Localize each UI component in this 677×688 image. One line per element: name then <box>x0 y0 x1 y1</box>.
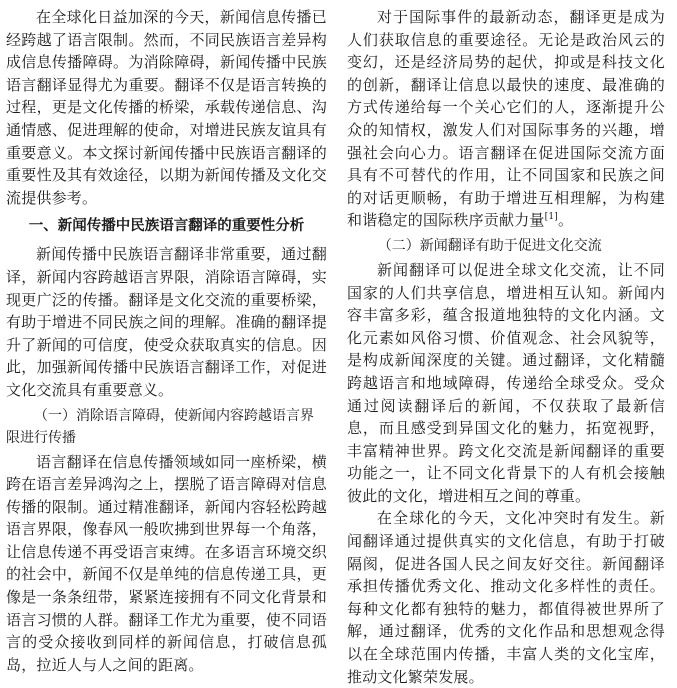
subsection-1-paragraph: 语言翻译在信息传播领域如同一座桥梁，横跨在语言差异鸿沟之上，摆脱了语言障碍对信息传播的限制。通过精准翻译，新闻内容轻松跨越语言界限，像春风一般吹拂到世界每一个角落，让信息传递不再受语言束缚。在多语言环境交织的社会中，新闻不仅是单纯的信息传递工具，更像是一条条纽带，紧紧连接拥有不同文化背景和语言习惯的人群。翻译工作尤为重要，使不同语言的受众接收到同样的新闻信息，打破信息孤岛，拉近人与人之间的距离。 <box>6 452 327 674</box>
continued-text-end: 。 <box>557 211 574 230</box>
subsection-heading-1: （一）消除语言障碍，使新闻内容跨越语言界限进行传播 <box>6 407 314 446</box>
right-column <box>347 6 665 688</box>
subsection-2-paragraph-1: 新闻翻译可以促进全球文化交流，让不同国家的人们共享信息，增进相互认知。新闻内容丰富多彩，蕴含报道地独特的文化内涵。文化元素如风俗习惯、价值观念、社会风貌等，是构成新闻深度的关键。通过翻译，文化精髓跨越语言和地域障碍，传递给全球受众。受众通过阅读翻译后的新闻，不仅获取了最新信息，而且感受到异国文化的魅力，拓宽视野，丰富精神世界。跨文化交流是新闻翻译的重要功能之一，让不同文化背景下的人有机会接触彼此的文化，增进相互之间的尊重。 <box>347 260 665 505</box>
subsection-2-paragraph-2: 在全球化的今天，文化冲突时有发生。新闻翻译通过提供真实的文化信息，有助于打破隔阂，促进各国人民之间友好交往。新闻翻译承担传播优秀文化、推动文化多样性的责任。每种文化都有独特的魅力，都值得被世界所了解，通过翻译，优秀的文化作品和思想观念得以在全球范围内传播，丰富人类的文化宝库，推动文化繁荣发展。 <box>347 509 665 686</box>
section-1-paragraph: 新闻传播中民族语言翻译非常重要，通过翻译，新闻内容跨越语言界限，消除语言障碍，实现更广泛的传播。翻译是文化交流的重要桥梁，有助于增进不同民族之间的理解。准确的翻译提升了新闻的可信度，使受众获取真实的信息。因此，加强新闻传播中民族语言翻译工作，对促进文化交流具有重要意义。 <box>6 245 327 399</box>
intro-paragraph: 在全球化日益加深的今天，新闻信息传播已经跨越了语言限制。然而，不同民族语言差异构成信息传播障碍。为消除障碍，新闻传播中民族语言翻译显得尤为重要。翻译不仅是语言转换的过程，更是文化传播的桥梁，承载传递信息、沟通情感、促进理解的使命，对增进民族友谊具有重要意义。本文探讨新闻传播中民族语言翻译的重要性及其有效途径，以期为新闻传播及文化交流提供参考。 <box>6 8 327 207</box>
section-heading-1: 一、新闻传播中民族语言翻译的重要性分析 <box>28 218 305 235</box>
left-column <box>6 6 327 676</box>
subsection-heading-2: （二）新闻翻译有助于促进文化交流 <box>377 237 602 254</box>
citation-ref: [1] <box>544 212 558 223</box>
subsection-1-continued-paragraph <box>347 6 665 232</box>
continued-text: 对于国际事件的最新动态，翻译更是成为人们获取信息的重要途径。无论是政治风云的变幻，还是经济局势的起伏，抑或是科技文化的创新，翻译让信息以最快的速度、最准确的方式传递给每一个关心它们的人，逐渐提升公众的知情权，激发人们对国际事务的兴趣，增强社会向心力。语言翻译在促进国际交流方面具有不可替代的作用，让不同国家和民族之间的对话更顺畅，有助于增进互相理解，为构建和谐稳定的国际秩序贡献力量 <box>347 8 665 230</box>
